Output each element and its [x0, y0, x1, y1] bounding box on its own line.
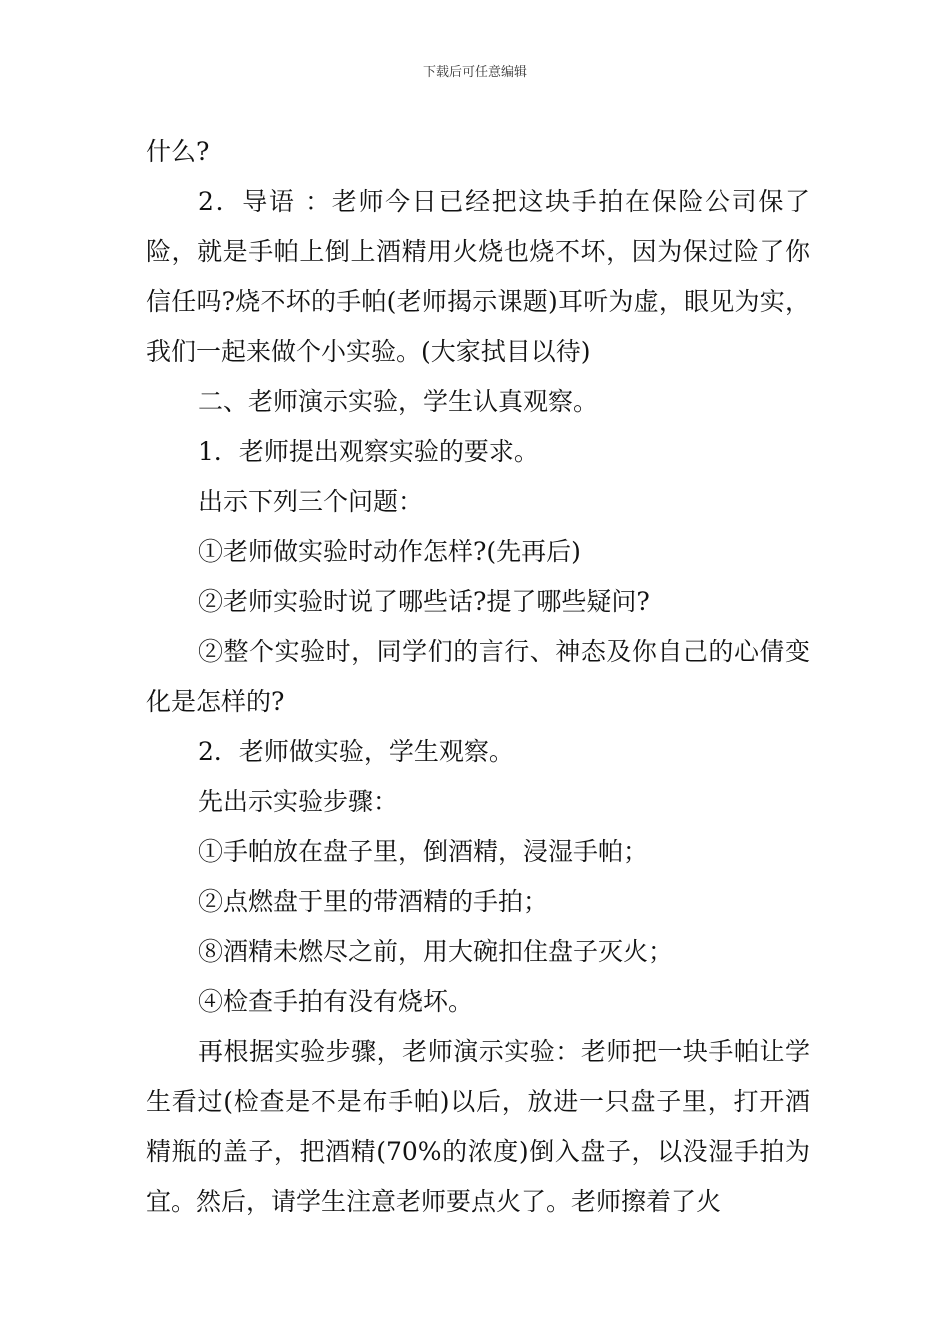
question-item-1: ①老师做实验时动作怎样?(先再后) — [198, 537, 581, 566]
question-item-2: ②老师实验时说了哪些话?提了哪些疑问? — [198, 587, 650, 616]
section-heading-2: 二、老师演示实验，学生认真观察。 — [198, 387, 599, 416]
page-header: 下载后可任意编辑 — [422, 65, 527, 80]
paragraph-questions-intro: 出示下列三个问题： — [198, 487, 424, 516]
step-item-3: ⑧酒精未燃尽之前，用大碗扣住盘子灭火； — [198, 937, 674, 966]
document-body — [146, 127, 810, 1227]
question-item-3: ②整个实验时，同学们的言行、神态及你自己的心倩变化是怎样的? — [146, 637, 810, 716]
paragraph-demo: 2．老师做实验，学生观察。 — [198, 737, 514, 766]
paragraph-experiment: 再根据实验步骤，老师演示实验：老师把一块手帕让学生看过(检查是不是布手帕)以后，放进一只盘子里，打开酒精瓶的盖子，把酒精(70%的浓度)倒入盘子，以没湿手拍为宜。然后，请学生注意老师要点火了。老师擦着了火 — [146, 1037, 810, 1216]
step-item-1: ①手帕放在盘子里，倒酒精，浸湿手帕； — [198, 837, 649, 866]
paragraph-steps-intro: 先出示实验步骤： — [198, 787, 399, 816]
step-item-2: ②点燃盘于里的带酒精的手拍； — [198, 887, 549, 916]
paragraph-continuation: 什么? — [146, 137, 210, 166]
paragraph-introduction: 2．导语 ：老师今日已经把这块手拍在保险公司保了险，就是手帕上倒上酒精用火烧也烧不坏，因为保过险了你信任吗?烧不坏的手帕(老师揭示课题)耳听为虚，眼见为实，我们一起来做个小实验。(大家拭目以待) — [146, 187, 810, 366]
paragraph-requirements: 1．老师提出观察实验的要求。 — [198, 437, 539, 466]
step-item-4: ④检查手拍有没有烧坏。 — [198, 987, 474, 1016]
